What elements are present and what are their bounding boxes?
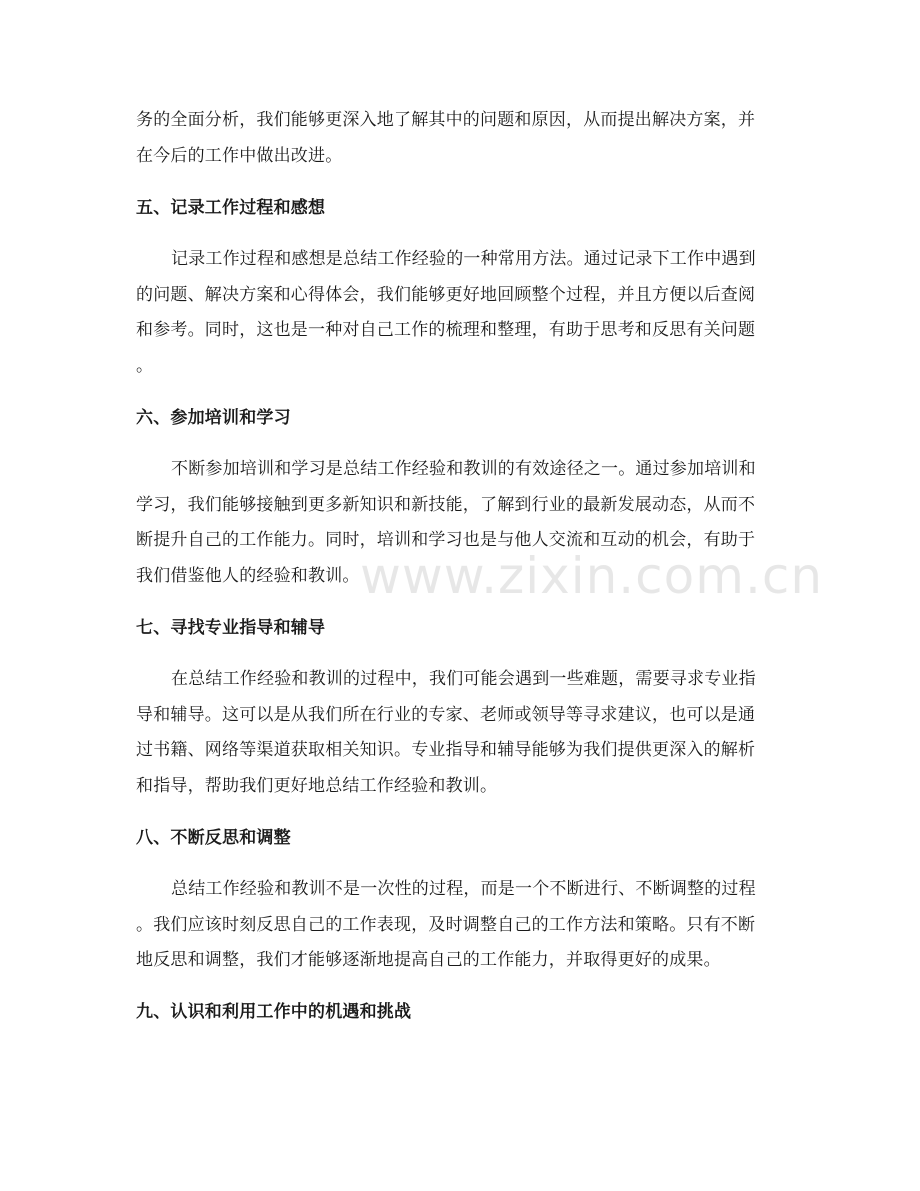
section-heading: 五、记录工作过程和感想 [136,198,326,218]
body-line: 过书籍、网络等渠道获取相关知识。专业指导和辅导能够为我们提供更深入的解析 [136,740,756,760]
section-heading: 六、参加培训和学习 [136,408,291,428]
section-heading: 八、不断反思和调整 [136,828,291,848]
body-line: 在今后的工作中做出改进。 [136,146,343,166]
body-line: 学习，我们能够接触到更多新知识和新技能，了解到行业的最新发展动态，从而不 [136,495,756,515]
body-line: 地反思和调整，我们才能够逐渐地提高自己的工作能力，并取得更好的成果。 [136,950,721,970]
body-line: 。 [136,356,154,376]
body-line: 务的全面分析，我们能够更深入地了解其中的问题和原因，从而提出解决方案，并 [136,110,756,130]
watermark: www.zixin.com.cn [360,547,824,605]
body-line: 断提升自己的工作能力。同时，培训和学习也是与他人交流和互动的机会，有助于 [136,530,756,550]
body-line: 的问题、解决方案和心得体会，我们能够更好地回顾整个过程，并且方便以后查阅 [136,285,756,305]
body-line: 在总结工作经验和教训的过程中，我们可能会遇到一些难题，需要寻求专业指 [171,669,756,689]
body-line: 和指导，帮助我们更好地总结工作经验和教训。 [136,776,498,796]
body-line: 总结工作经验和教训不是一次性的过程，而是一个不断进行、不断调整的过程 [171,879,756,899]
body-line: 。我们应该时刻反思自己的工作表现，及时调整自己的工作方法和策略。只有不断 [136,915,756,935]
section-heading: 九、认识和利用工作中的机遇和挑战 [136,1002,412,1022]
body-line: 我们借鉴他人的经验和教训。 [136,566,360,586]
body-line: 记录工作过程和感想是总结工作经验的一种常用方法。通过记录下工作中遇到 [171,249,756,269]
body-line: 导和辅导。这可以是从我们所在行业的专家、老师或领导等寻求建议，也可以是通 [136,705,756,725]
body-line: 和参考。同时，这也是一种对自己工作的梳理和整理，有助于思考和反思有关问题 [136,320,756,340]
body-line: 不断参加培训和学习是总结工作经验和教训的有效途径之一。通过参加培训和 [171,459,756,479]
section-heading: 七、寻找专业指导和辅导 [136,618,326,638]
